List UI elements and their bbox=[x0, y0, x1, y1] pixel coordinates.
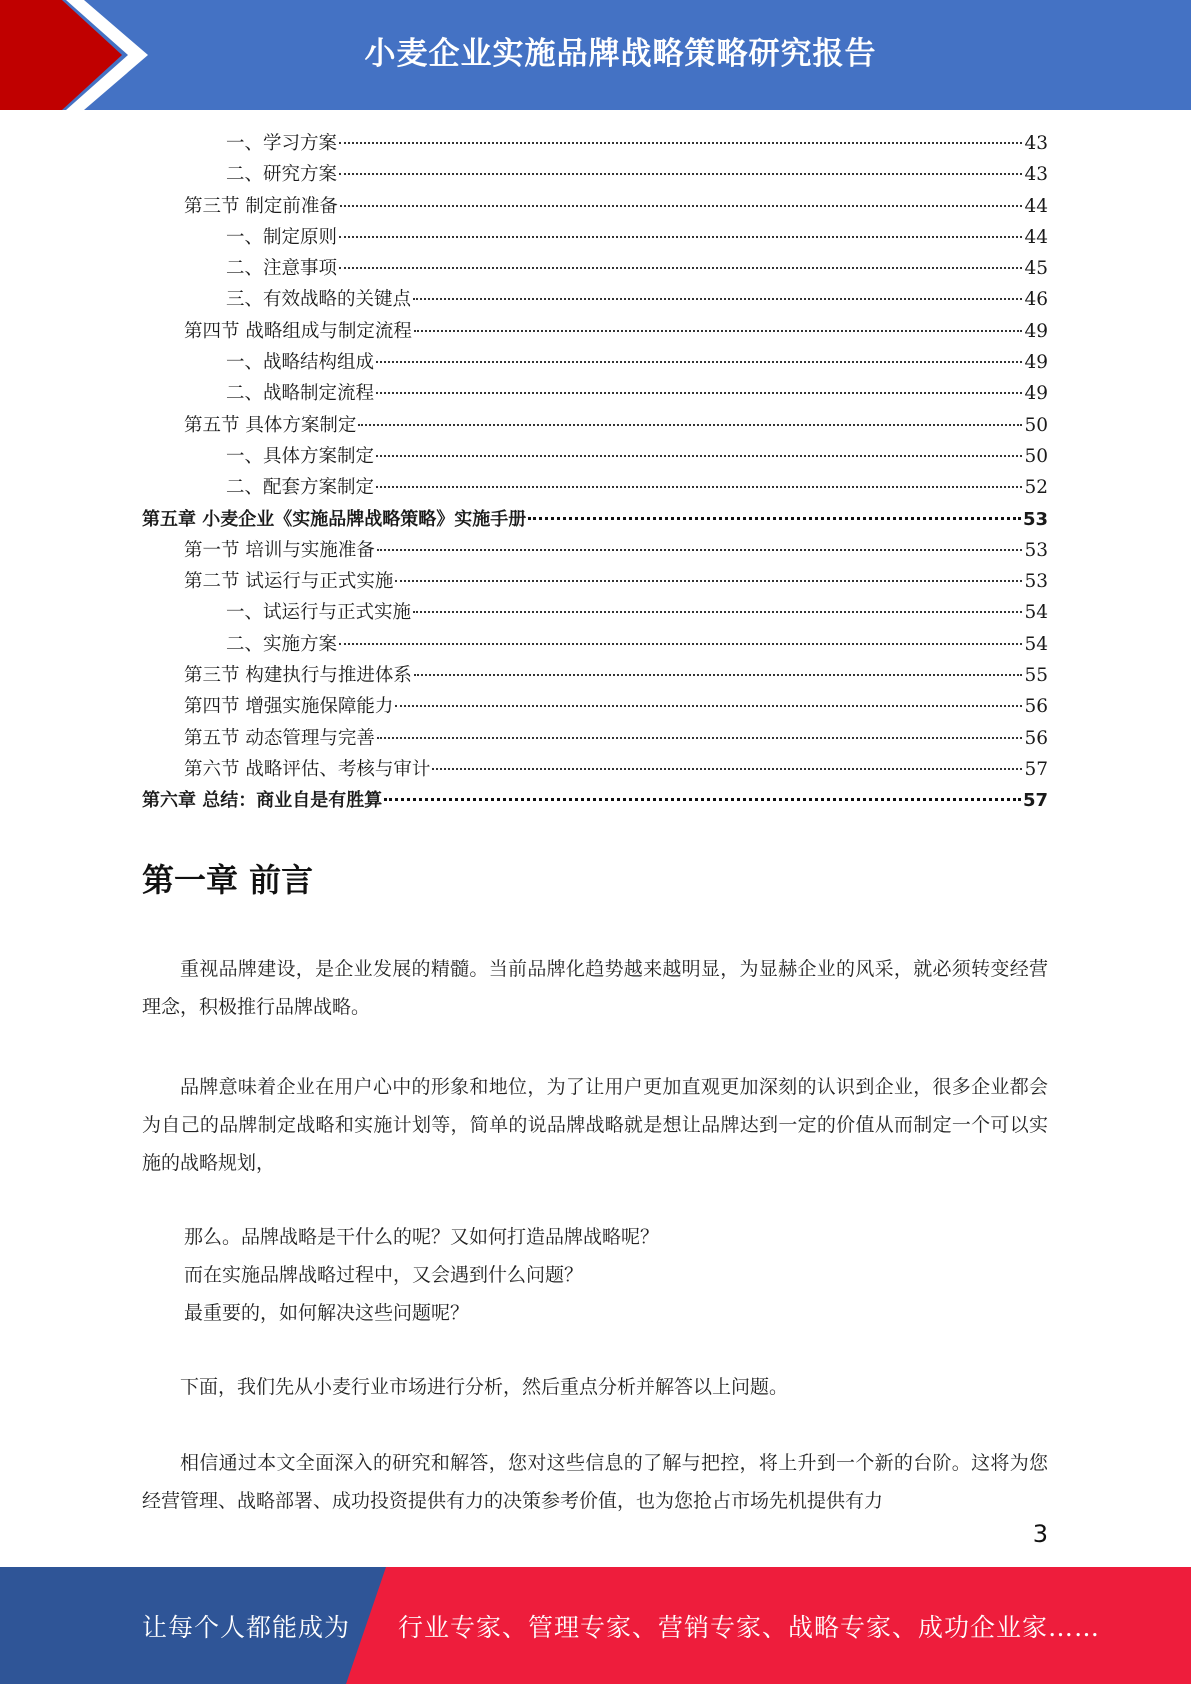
toc-dot-leader bbox=[376, 392, 1022, 394]
toc-entry[interactable] bbox=[142, 191, 1048, 222]
toc-entry-title: 一、试运行与正式实施 bbox=[226, 602, 412, 624]
toc-entry[interactable] bbox=[142, 284, 1048, 315]
page-header-banner bbox=[0, 0, 1191, 110]
footer-slogan-left: 让每个人都能成为 bbox=[142, 1612, 351, 1642]
toc-entry-title: 一、战略结构组成 bbox=[226, 352, 375, 374]
toc-entry[interactable] bbox=[142, 754, 1048, 785]
toc-entry[interactable] bbox=[142, 410, 1048, 441]
toc-dot-leader bbox=[413, 298, 1022, 300]
toc-entry[interactable] bbox=[142, 597, 1048, 628]
page-footer-banner bbox=[0, 1567, 1191, 1684]
toc-dot-leader bbox=[432, 768, 1022, 770]
toc-entry-page: 54 bbox=[1024, 633, 1048, 655]
toc-entry-title: 第六节 战略评估、考核与审计 bbox=[184, 758, 431, 780]
toc-entry-page: 50 bbox=[1024, 445, 1048, 467]
toc-entry-page: 57 bbox=[1022, 790, 1048, 812]
toc-entry[interactable] bbox=[142, 472, 1048, 503]
toc-entry[interactable] bbox=[142, 691, 1048, 722]
toc-dot-leader bbox=[339, 643, 1022, 645]
toc-entry[interactable] bbox=[142, 504, 1048, 535]
toc-entry-title: 第五章 小麦企业《实施品牌战略策略》实施手册 bbox=[142, 508, 527, 530]
toc-entry-page: 56 bbox=[1024, 696, 1048, 718]
toc-entry-page: 50 bbox=[1024, 414, 1048, 436]
toc-dot-leader bbox=[395, 580, 1022, 582]
toc-entry-title: 二、实施方案 bbox=[226, 633, 338, 655]
toc-entry-page: 45 bbox=[1024, 258, 1048, 280]
toc-entry-page: 43 bbox=[1024, 164, 1048, 186]
toc-entry-title: 三、有效战略的关键点 bbox=[226, 289, 412, 311]
paragraph-text: 重视品牌建设，是企业发展的精髓。当前品牌化趋势越来越明显，为显赫企业的风采，就必须转变经营理念，积极推行品牌战略。 bbox=[142, 958, 1048, 1018]
toc-dot-leader bbox=[413, 611, 1022, 613]
toc-entry[interactable] bbox=[142, 785, 1048, 816]
header-title: 小麦企业实施品牌战略策略研究报告 bbox=[364, 35, 877, 72]
toc-entry-title: 第五节 具体方案制定 bbox=[184, 414, 357, 436]
toc-entry[interactable] bbox=[142, 378, 1048, 409]
toc-dot-leader bbox=[339, 142, 1022, 144]
paragraph-text: 品牌意味着企业在用户心中的形象和地位，为了让用户更加直观更加深刻的认识到企业，很多企业都会为自己的品牌制定战略和实施计划等，简单的说品牌战略就是想让品牌达到一定的价值从而制定一个可以实施的战略规划， bbox=[142, 1076, 1048, 1174]
toc-entry-title: 一、制定原则 bbox=[226, 226, 338, 248]
toc-entry-page: 49 bbox=[1024, 352, 1048, 374]
body-paragraph-5 bbox=[142, 1444, 1048, 1520]
toc-entry-page: 43 bbox=[1024, 133, 1048, 154]
toc-entry-title: 第三节 构建执行与推进体系 bbox=[184, 665, 412, 687]
toc-dot-leader bbox=[377, 549, 1023, 551]
toc-entry[interactable] bbox=[142, 566, 1048, 597]
toc-entry-page: 54 bbox=[1024, 602, 1048, 624]
body-paragraph-1 bbox=[142, 950, 1048, 1026]
table-of-contents bbox=[142, 128, 1048, 817]
chapter-heading: 第一章 前言 bbox=[142, 861, 314, 899]
toc-entry-title: 第六章 总结：商业自是有胜算 bbox=[142, 790, 383, 812]
toc-dot-leader bbox=[376, 361, 1022, 363]
toc-dot-leader bbox=[414, 674, 1023, 676]
question-line-2: 而在实施品牌战略过程中，又会遇到什么问题？ bbox=[184, 1264, 584, 1286]
toc-entry-title: 二、注意事项 bbox=[226, 258, 338, 280]
toc-entry-title: 第三节 制定前准备 bbox=[184, 195, 338, 217]
toc-dot-leader bbox=[395, 705, 1022, 707]
toc-dot-leader bbox=[376, 486, 1022, 488]
paragraph-text: 相信通过本文全面深入的研究和解答，您对这些信息的了解与把控，将上升到一个新的台阶。这将为您经营管理、战略部署、成功投资提供有力的决策参考价值，也为您抢占市场先机提供有力 bbox=[142, 1452, 1048, 1512]
toc-entry-page: 53 bbox=[1022, 508, 1048, 530]
toc-entry-page: 57 bbox=[1024, 758, 1048, 780]
question-line-1: 那么。品牌战略是干什么的呢？又如何打造品牌战略呢？ bbox=[184, 1226, 660, 1248]
page-number: 3 bbox=[1032, 1520, 1048, 1548]
toc-dot-leader bbox=[414, 330, 1023, 332]
toc-dot-leader bbox=[377, 737, 1023, 739]
toc-entry-page: 53 bbox=[1024, 571, 1048, 593]
toc-entry-title: 第二节 试运行与正式实施 bbox=[184, 571, 394, 593]
header-arrow-decoration bbox=[0, 0, 160, 110]
toc-entry-page: 56 bbox=[1024, 727, 1048, 749]
toc-entry-title: 第五节 动态管理与完善 bbox=[184, 727, 375, 749]
toc-entry-title: 第四节 战略组成与制定流程 bbox=[184, 320, 412, 342]
toc-entry-page: 44 bbox=[1024, 195, 1048, 217]
toc-entry[interactable] bbox=[142, 535, 1048, 566]
footer-slogan-right: 行业专家、管理专家、营销专家、战略专家、成功企业家…… bbox=[398, 1612, 1101, 1642]
question-line-3: 最重要的，如何解决这些问题呢？ bbox=[184, 1302, 470, 1324]
toc-entry[interactable] bbox=[142, 253, 1048, 284]
toc-dot-leader bbox=[340, 205, 1023, 207]
toc-entry-page: 46 bbox=[1024, 289, 1048, 311]
toc-dot-leader bbox=[339, 173, 1022, 175]
toc-entry[interactable] bbox=[142, 222, 1048, 253]
toc-dot-leader bbox=[376, 455, 1022, 457]
toc-dot-leader bbox=[339, 236, 1022, 238]
toc-entry-page: 49 bbox=[1024, 383, 1048, 405]
toc-entry-page: 53 bbox=[1024, 539, 1048, 561]
toc-entry[interactable] bbox=[142, 159, 1048, 190]
toc-entry[interactable] bbox=[142, 316, 1048, 347]
toc-entry[interactable] bbox=[142, 347, 1048, 378]
toc-entry-title: 第一节 培训与实施准备 bbox=[184, 539, 375, 561]
toc-entry-title: 二、战略制定流程 bbox=[226, 383, 375, 405]
toc-dot-leader bbox=[339, 267, 1022, 269]
toc-entry[interactable] bbox=[142, 441, 1048, 472]
toc-dot-leader bbox=[528, 517, 1021, 520]
toc-entry[interactable] bbox=[142, 629, 1048, 660]
toc-entry-title: 一、具体方案制定 bbox=[226, 445, 375, 467]
toc-entry[interactable] bbox=[142, 723, 1048, 754]
toc-entry-page: 44 bbox=[1024, 226, 1048, 248]
toc-entry-page: 52 bbox=[1024, 477, 1048, 499]
toc-entry-page: 49 bbox=[1024, 320, 1048, 342]
toc-entry-title: 第四节 增强实施保障能力 bbox=[184, 696, 394, 718]
toc-entry-title: 二、研究方案 bbox=[226, 164, 338, 186]
toc-entry-page: 55 bbox=[1024, 665, 1048, 687]
body-paragraph-2 bbox=[142, 1068, 1048, 1182]
question-list bbox=[142, 1218, 1048, 1332]
toc-entry-title: 二、配套方案制定 bbox=[226, 477, 375, 499]
toc-dot-leader bbox=[384, 798, 1021, 801]
toc-dot-leader bbox=[358, 424, 1022, 426]
toc-entry-title: 一、学习方案 bbox=[226, 133, 338, 154]
toc-entry[interactable] bbox=[142, 660, 1048, 691]
paragraph-text: 下面，我们先从小麦行业市场进行分析，然后重点分析并解答以上问题。 bbox=[180, 1376, 789, 1398]
toc-entry[interactable] bbox=[142, 128, 1048, 159]
body-paragraph-4 bbox=[142, 1368, 1048, 1406]
